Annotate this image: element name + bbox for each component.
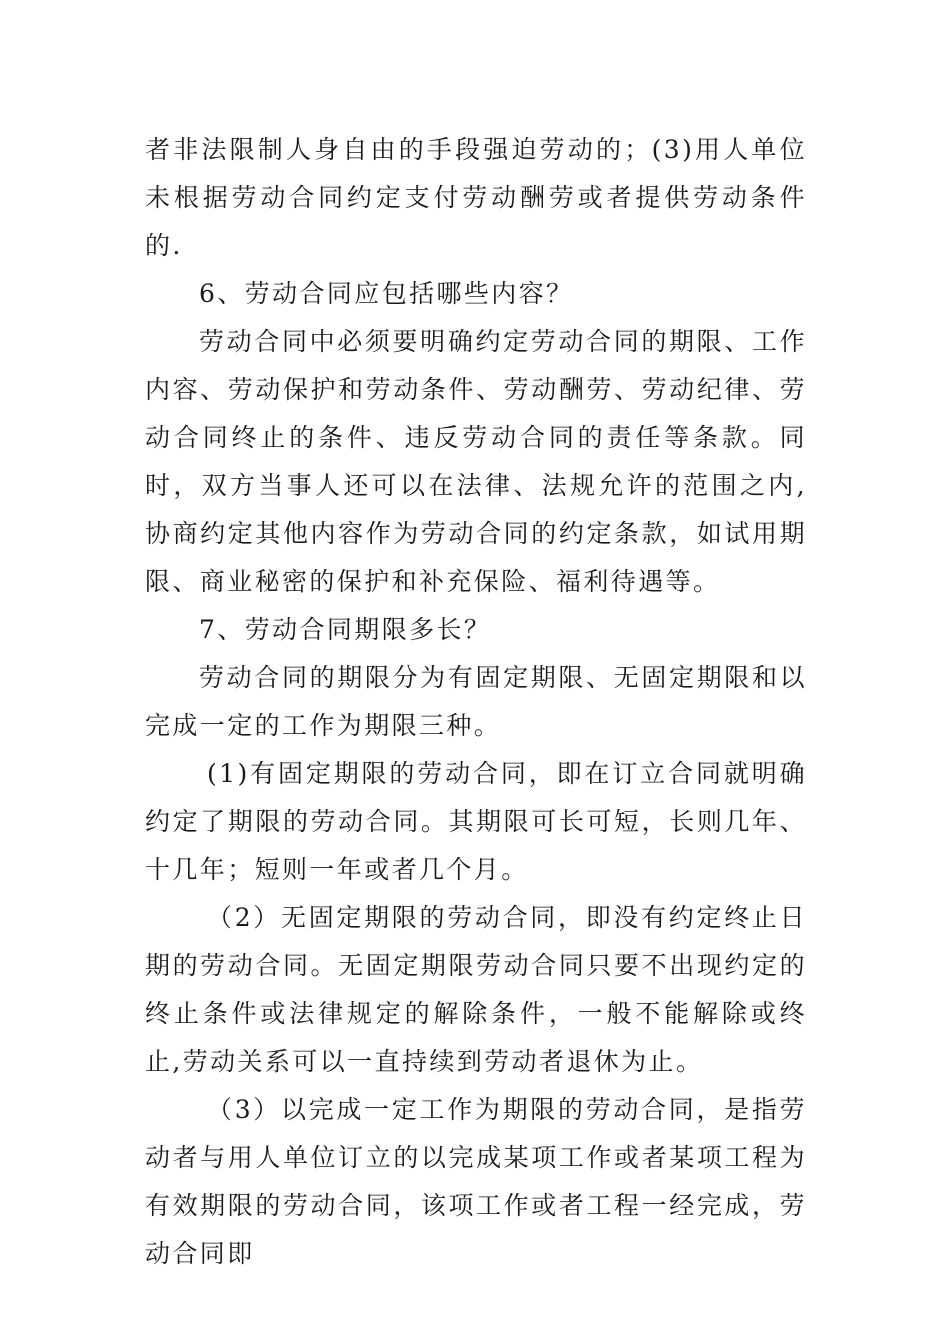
question-heading-7: 7、劳动合同期限多长？: [199, 615, 492, 644]
paragraph-continuation: 者非法限制人身自由的手段强迫劳动的；(3)用人单位未根据劳动合同约定支付劳动酬劳或者提供劳动条件的.: [145, 135, 807, 260]
task-based-term-paragraph: （3）以完成一定工作为期限的劳动合同，是指劳动者与用人单位订立的以完成某项工作或者某项工程为有效期限的劳动合同，该项工作或者工程一经完成，劳动合同即: [145, 1095, 807, 1268]
document-body: [145, 126, 807, 1278]
answer-paragraph-6: 劳动合同中必须要明确约定劳动合同的期限、工作内容、劳动保护和劳动条件、劳动酬劳、劳动纪律、劳动合同终止的条件、违反劳动合同的责任等条款。同时，双方当事人还可以在法律、法规允许的范围之内,协商约定其他内容作为劳动合同的约定条款，如试用期限、商业秘密的保护和补充保险、福利待遇等。: [145, 327, 807, 596]
question-heading-6: 6、劳动合同应包括哪些内容？: [199, 279, 574, 308]
open-ended-term-paragraph: （2）无固定期限的劳动合同，即没有约定终止日期的劳动合同。无固定期限劳动合同只要不出现约定的终止条件或法律规定的解除条件，一般不能解除或终止,劳动关系可以一直持续到劳动者退休为止。: [145, 903, 807, 1076]
answer-paragraph-7: 劳动合同的期限分为有固定期限、无固定期限和以完成一定的工作为期限三种。: [145, 663, 807, 740]
fixed-term-paragraph: (1)有固定期限的劳动合同，即在订立合同就明确约定了期限的劳动合同。其期限可长可短，长则几年、十几年；短则一年或者几个月。: [145, 759, 807, 884]
